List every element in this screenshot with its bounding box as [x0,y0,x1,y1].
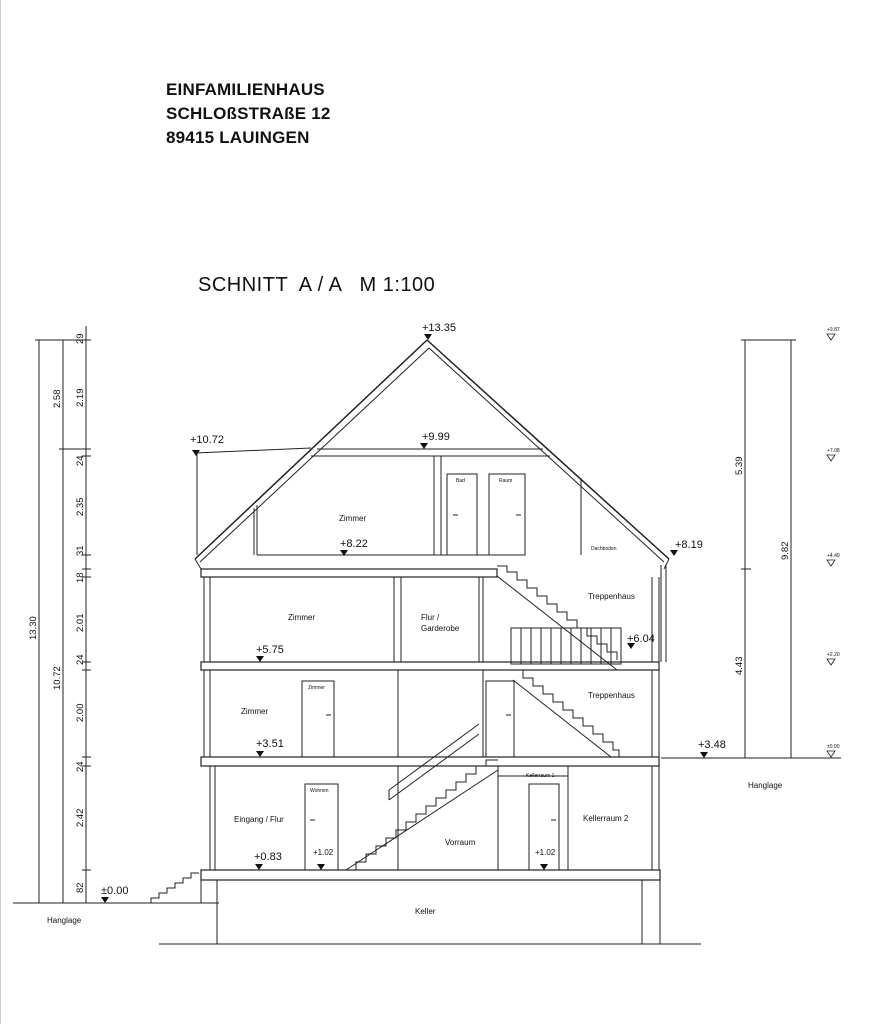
dim-second-slab: 24 [75,654,86,665]
right-level-ticks [827,334,835,757]
dim-right-lower: 4.43 [734,656,745,675]
dim-roof-top: 2.58 [52,389,63,408]
city-address: 89415 LAUINGEN [166,128,310,147]
street-address: SCHLOßSTRAßE 12 [166,104,331,123]
right-level-1: +9.87 [827,327,840,333]
right-level-4: +2.20 [827,652,840,658]
dim-total-height: 13.30 [28,616,39,640]
section-title: SCHNITT A / A M 1:100 [198,274,436,296]
dim-first-height: 2.00 [75,703,86,722]
room-cellar-1: Kellerraum 1 [526,773,555,779]
hanglage-left: Hanglage [47,916,82,925]
dim-right-total: 9.82 [780,541,791,560]
level-door-entrance: +1.02 [313,848,334,857]
dim-first-slab: 24 [75,761,86,772]
dim-second-height: 2.01 [75,613,86,632]
room-attic-storage: Dachboden [591,546,617,552]
level-second-floor: +5.75 [256,644,284,656]
dim-second-slab-a: 18 [75,572,86,583]
level-first-floor: +3.51 [256,738,284,750]
building-type: EINFAMILIENHAUS [166,80,325,99]
dim-upper-roof: 2.19 [75,388,86,407]
right-level-5: ±0.00 [827,744,840,750]
door-label-living: Wohnen [310,788,329,794]
room-cellar: Keller [415,907,436,916]
room-first-zimmer: Zimmer [241,707,269,716]
doors [302,474,559,870]
level-attic-floor: +8.22 [340,538,368,550]
level-collar: +9.99 [422,431,450,443]
door-label-zimmer: Zimmer [308,685,325,691]
level-datum: ±0.00 [101,885,129,897]
dim-ground-height: 2.42 [75,808,86,827]
level-exterior-right: +3.48 [698,739,726,751]
dim-attic-height: 2.35 [75,497,86,516]
level-door-cellar: +1.02 [535,848,556,857]
level-eaves-left: +10.72 [190,434,224,446]
door-label-bath: Bad [456,478,465,484]
level-landing: +6.04 [627,633,655,645]
room-cellar-2: Kellerraum 2 [583,814,629,823]
right-level-2: +7.08 [827,448,840,454]
room-hall-wardrobe-1: Flur / [421,613,440,622]
room-hall-wardrobe-2: Garderobe [421,624,460,633]
room-second-zimmer: Zimmer [288,613,316,622]
dim-attic-slab: 31 [75,545,86,556]
room-stair-upper: Treppenhaus [588,592,635,601]
dim-plinth: 82 [75,882,86,893]
hanglage-right: Hanglage [748,781,783,790]
room-entrance-hall: Eingang / Flur [234,815,284,824]
exterior-steps [151,873,199,903]
room-anteroom: Vorraum [445,838,476,847]
right-level-3: +4.49 [827,553,840,559]
dim-right-upper: 5.39 [734,456,745,475]
level-ridge: +13.35 [422,322,456,334]
dim-ridge-thickness: 29 [75,333,86,344]
section-drawing [1,0,878,1024]
level-eaves-right: +8.19 [675,539,703,551]
dim-eaves-height: 10.72 [52,666,63,690]
dim-collar-slab: 24 [75,455,86,466]
door-label-room: Raum [499,478,513,484]
room-stair-lower: Treppenhaus [588,691,635,700]
level-entrance: +0.83 [254,851,282,863]
room-attic-zimmer: Zimmer [339,514,367,523]
